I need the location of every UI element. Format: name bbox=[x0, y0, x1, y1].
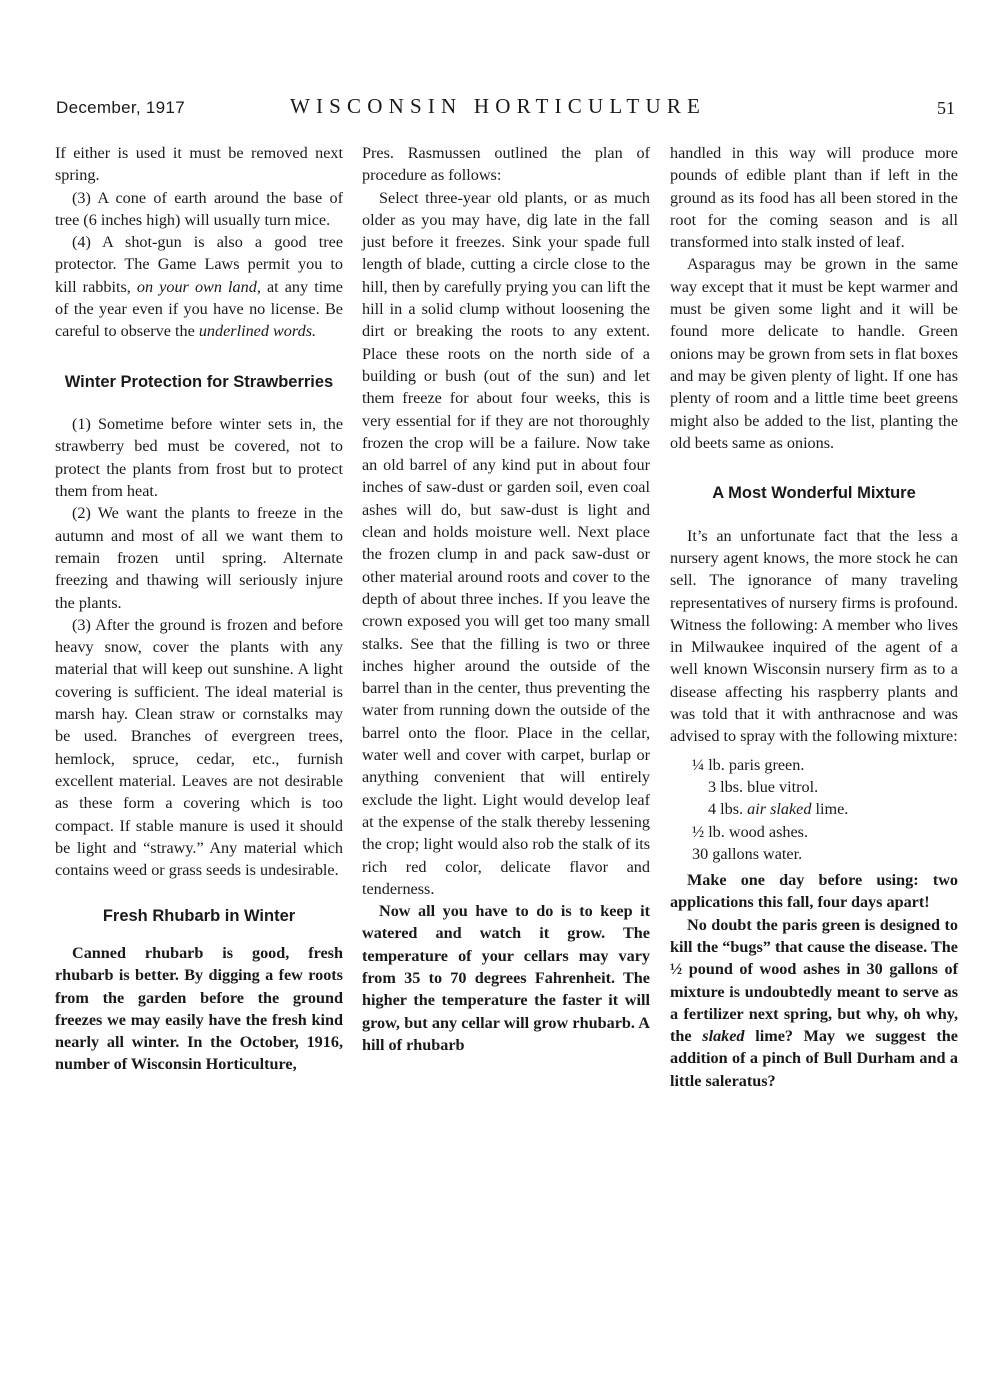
recipe-item: 3 lbs. blue vitrol. bbox=[708, 777, 819, 796]
emphasis: air slaked bbox=[747, 800, 812, 819]
column-right bbox=[670, 142, 958, 1092]
issue-date: December, 1917 bbox=[56, 98, 185, 117]
section-heading: Winter Protection for Strawberries bbox=[64, 372, 334, 391]
column-middle bbox=[362, 142, 650, 1056]
section-heading: Fresh Rhubarb in Winter bbox=[102, 907, 296, 926]
paragraph: Pres. Rasmussen outlined the plan of procedure as follows: bbox=[362, 144, 650, 185]
paragraph: (3) A cone of earth around the base of tree (6 inches high) will usually turn mice. bbox=[55, 188, 343, 229]
paragraph: If either is used it must be removed next spring. bbox=[55, 144, 343, 185]
journal-title: WISCONSIN HORTICULTURE bbox=[289, 94, 707, 118]
page-header bbox=[0, 92, 1005, 122]
emphasis: underlined words. bbox=[198, 322, 317, 341]
paragraph: Canned rhubarb is good, fresh rhubarb is better. By digging a few roots from the garden before the ground freezes we may easily have the fresh kind nearly all winter. In the October, 1916, number of Wisconsin Horticulture, bbox=[55, 943, 343, 1074]
paragraph: Asparagus may be grown in the same way except that it must be kept warmer and must be given some light and it will be found more delicate to handle. Green onions may be grown from sets in flat boxes and may be given plenty of light. If one has plenty of room and a little time beet greens might also be added to the list, planting the old beets same as onions. bbox=[670, 255, 958, 452]
paragraph: Select three-year old plants, or as much older as you may have, dig late in the fall just before it freezes. Sink your spade full length of blade, cutting a circle close to the hill, then by carefully prying you can lift the hill in a solid clump without loosening the dirt or breaking the roots to any extent. Place these roots on the north side of a building or bush (out of the sun) and let them freeze for about four weeks, this is very essential for if they are not thoroughly frozen the crop will be a failure. Now take an old barrel of any kind put in about four inches of saw-dust or garden soil, even coal ashes will do, but saw-dust is light and clean and holds moisture well. Next place the frozen clump in and pack saw-dust or other material around roots and cover to the depth of about three inches. If you leave the crown exposed you will get too many small stalks. See that the filling is two or three inches higher around the outside of the barrel than in the center, thus preventing the water from running down the outside of the barrel onto the floor. Place in the cellar, water well and cover with carpet, burlap or anything convenient that will entirely exclude the light. Light would develop leaf at the expense of the stalk thereby lessening the crop; light would also rob the stalk of its rich red color, delicate flavor and tenderness. bbox=[362, 188, 650, 898]
paragraph: Make one day before using: two applications this fall, four days apart! bbox=[670, 871, 958, 912]
paragraph: (1) Sometime before winter sets in, the strawberry bed must be covered, not to protect the plants from frost but to protect them from heat. bbox=[55, 415, 343, 501]
paragraph: (2) We want the plants to freeze in the autumn and most of all we want them to remain frozen until spring. Alternate freezing and thawing will seriously injure the plants. bbox=[55, 504, 343, 612]
paragraph: It’s an unfortunate fact that the less a nursery agent knows, the more stock he can sell. The ignorance of many traveling representatives of nursery firms is profound. Witness the following: A member who lives in Milwaukee inquired of the agent of a well known Wisconsin nursery firm as to a disease affecting his raspberry plants and was told that it with anthracnose and was advised to spray with the following mixture: bbox=[670, 526, 958, 746]
section-heading: A Most Wonderful Mixture bbox=[712, 484, 916, 503]
paragraph: Now all you have to do is to keep it watered and watch it grow. The temperature of your cellars may vary from 35 to 70 degrees Fahrenheit. The higher the temperature the faster it will grow, but any cellar will grow rhubarb. A hill of rhubarb bbox=[362, 902, 650, 1054]
column-left bbox=[55, 142, 343, 1076]
page-number: 51 bbox=[937, 98, 955, 118]
paragraph: (3) After the ground is frozen and before heavy snow, cover the plants with any material that will keep out sunshine. A light covering is sufficient. The ideal material is marsh hay. Clean straw or cornstalks may be used. Branches of evergreen trees, hemlock, spruce, cedar, etc., furnish excellent material. Leaves are not desirable as these form a covering which is too compact. If stable manure is used it should be light and “strawy.” Any material which contains weed or grass seeds is undesirable. bbox=[55, 615, 343, 880]
recipe-item: 4 lbs. air slaked lime. bbox=[708, 800, 849, 819]
paragraph: No doubt the paris green is designed to kill the “bugs” that cause the disease. The ½ pound of wood ashes in 30 gallons of mixture is undoubtedly meant to serve as a fertilizer next spring, but why, oh why, the slaked lime? May we suggest the addition of a pinch of Bull Durham and a little saleratus? bbox=[670, 915, 958, 1090]
recipe-item: 30 gallons water. bbox=[692, 844, 803, 863]
recipe-list bbox=[670, 754, 958, 865]
paragraph: handled in this way will produce more pounds of edible plant than if left in the ground as its food has all been stored in the root for the coming season and is all transformed into stalk insted of leaf. bbox=[670, 144, 958, 252]
recipe-item: ½ lb. wood ashes. bbox=[692, 822, 808, 841]
emphasis: on your own land bbox=[136, 277, 257, 296]
emphasis: slaked bbox=[702, 1027, 745, 1046]
recipe-item: ¼ lb. paris green. bbox=[692, 755, 805, 774]
paragraph: (4) A shot-gun is also a good tree protector. The Game Laws permit you to kill rabbits, on your own land, at any time of the year even if you have no license. Be careful to observe the underlined words. bbox=[55, 233, 343, 341]
